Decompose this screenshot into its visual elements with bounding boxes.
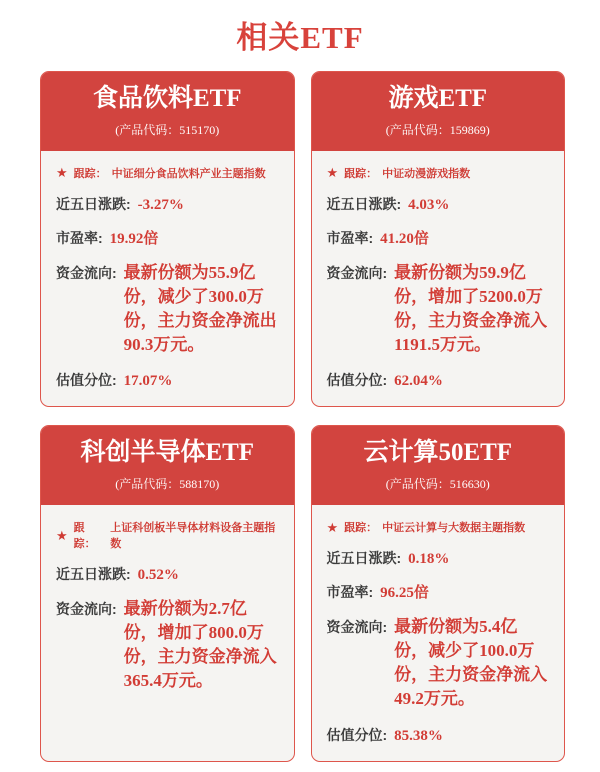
- fund-flow-value: 最新份额为2.7亿份，增加了800.0万份，主力资金净流入365.4万元。: [123, 599, 277, 691]
- star-icon: ★: [326, 165, 339, 181]
- valuation-row: [327, 725, 550, 745]
- five-day-change-label: 近五日涨跌:: [56, 195, 131, 212]
- fund-flow-row: [56, 597, 279, 694]
- pe-ratio-value: 96.25倍: [380, 585, 429, 601]
- valuation-value: 62.04%: [394, 373, 443, 390]
- etf-product-code: (产品代码：588170): [115, 477, 220, 491]
- etf-name: 食品饮料ETF: [92, 85, 242, 112]
- pe-ratio-label: 市盈率:: [326, 229, 374, 246]
- pe-ratio-row: [327, 227, 550, 248]
- etf-product-code: (产品代码：516630): [385, 477, 490, 491]
- pe-ratio-value: 19.92倍: [109, 230, 159, 247]
- valuation-label: 估值分位:: [326, 726, 388, 743]
- page-title: 相关ETF: [236, 20, 364, 55]
- tracking-label: 跟踪：: [344, 167, 378, 180]
- five-day-change-label: 近五日涨跌:: [326, 550, 402, 566]
- tracking-index: 上证科创板半导体材料设备主题指数: [110, 522, 276, 550]
- fund-flow-row: [327, 615, 550, 712]
- card-body: [41, 505, 294, 761]
- etf-card-sci-tech-semiconductor[interactable]: [40, 425, 295, 761]
- etf-name: 游戏ETF: [388, 85, 488, 112]
- tracking-label: 跟踪：: [344, 522, 378, 534]
- five-day-change-row: [56, 194, 279, 214]
- five-day-change-value: -3.27%: [137, 196, 184, 213]
- five-day-change-label: 近五日涨跌:: [326, 195, 402, 212]
- five-day-change-value: 0.18%: [408, 551, 450, 567]
- etf-cards-grid: [0, 71, 600, 772]
- fund-flow-row: [56, 261, 279, 358]
- fund-flow-label: 资金流向:: [56, 601, 117, 617]
- etf-name: 云计算50ETF: [363, 439, 513, 467]
- five-day-change-row: [327, 194, 550, 214]
- tracking-index: 中证云计算与大数据主题指数: [382, 522, 526, 534]
- pe-ratio-label: 市盈率:: [56, 229, 103, 246]
- valuation-row: [327, 370, 550, 390]
- etf-name: 科创半导体ETF: [80, 439, 255, 467]
- fund-flow-value: 最新份额为5.4亿份，减少了100.0万份，主力资金净流入49.2万元。: [394, 617, 548, 709]
- five-day-change-value: 0.52%: [137, 567, 179, 583]
- pe-ratio-row: [327, 581, 550, 602]
- tracking-row: [327, 165, 550, 181]
- tracking-label: 跟踪：: [73, 167, 107, 180]
- fund-flow-value: 最新份额为55.9亿份，减少了300.0万份，主力资金净流出90.3万元。: [123, 262, 277, 355]
- fund-flow-label: 资金流向:: [56, 264, 117, 281]
- fund-flow-row: [327, 261, 550, 358]
- card-body: [41, 151, 294, 407]
- etf-product-code: (产品代码：515170): [115, 122, 220, 137]
- tracking-index: 中证细分食品饮料产业主题指数: [111, 167, 266, 180]
- fund-flow-label: 资金流向:: [326, 264, 388, 281]
- card-body: [312, 151, 565, 407]
- star-icon: ★: [56, 165, 68, 181]
- tracking-index: 中证动漫游戏指数: [382, 167, 471, 180]
- star-icon: ★: [326, 519, 339, 535]
- card-header: [41, 72, 294, 151]
- etf-product-code: (产品代码：159869): [385, 122, 490, 137]
- five-day-change-row: [56, 564, 279, 584]
- valuation-label: 估值分位:: [326, 372, 388, 389]
- valuation-value: 17.07%: [123, 373, 173, 390]
- tracking-row: [56, 165, 279, 181]
- five-day-change-value: 4.03%: [408, 196, 450, 213]
- etf-card-cloud-computing-50[interactable]: [311, 425, 566, 761]
- tracking-label: 跟踪：: [73, 522, 96, 550]
- five-day-change-label: 近五日涨跌:: [56, 566, 131, 582]
- card-body: [312, 505, 565, 761]
- card-header: [312, 72, 565, 151]
- fund-flow-value: 最新份额为59.9亿份，增加了5200.0万份，主力资金净流入1191.5万元。: [394, 262, 548, 355]
- pe-ratio-label: 市盈率:: [326, 584, 374, 600]
- tracking-row: [56, 519, 279, 551]
- card-header: [41, 426, 294, 505]
- valuation-row: [56, 370, 279, 390]
- pe-ratio-value: 41.20倍: [380, 230, 429, 247]
- tracking-row: [327, 519, 550, 535]
- etf-card-gaming[interactable]: [311, 71, 566, 407]
- etf-card-food-beverage[interactable]: [40, 71, 295, 407]
- star-icon: ★: [56, 527, 68, 543]
- five-day-change-row: [327, 548, 550, 568]
- valuation-label: 估值分位:: [56, 372, 117, 389]
- card-header: [312, 426, 565, 505]
- valuation-value: 85.38%: [394, 727, 443, 744]
- pe-ratio-row: [56, 227, 279, 248]
- fund-flow-label: 资金流向:: [326, 619, 388, 635]
